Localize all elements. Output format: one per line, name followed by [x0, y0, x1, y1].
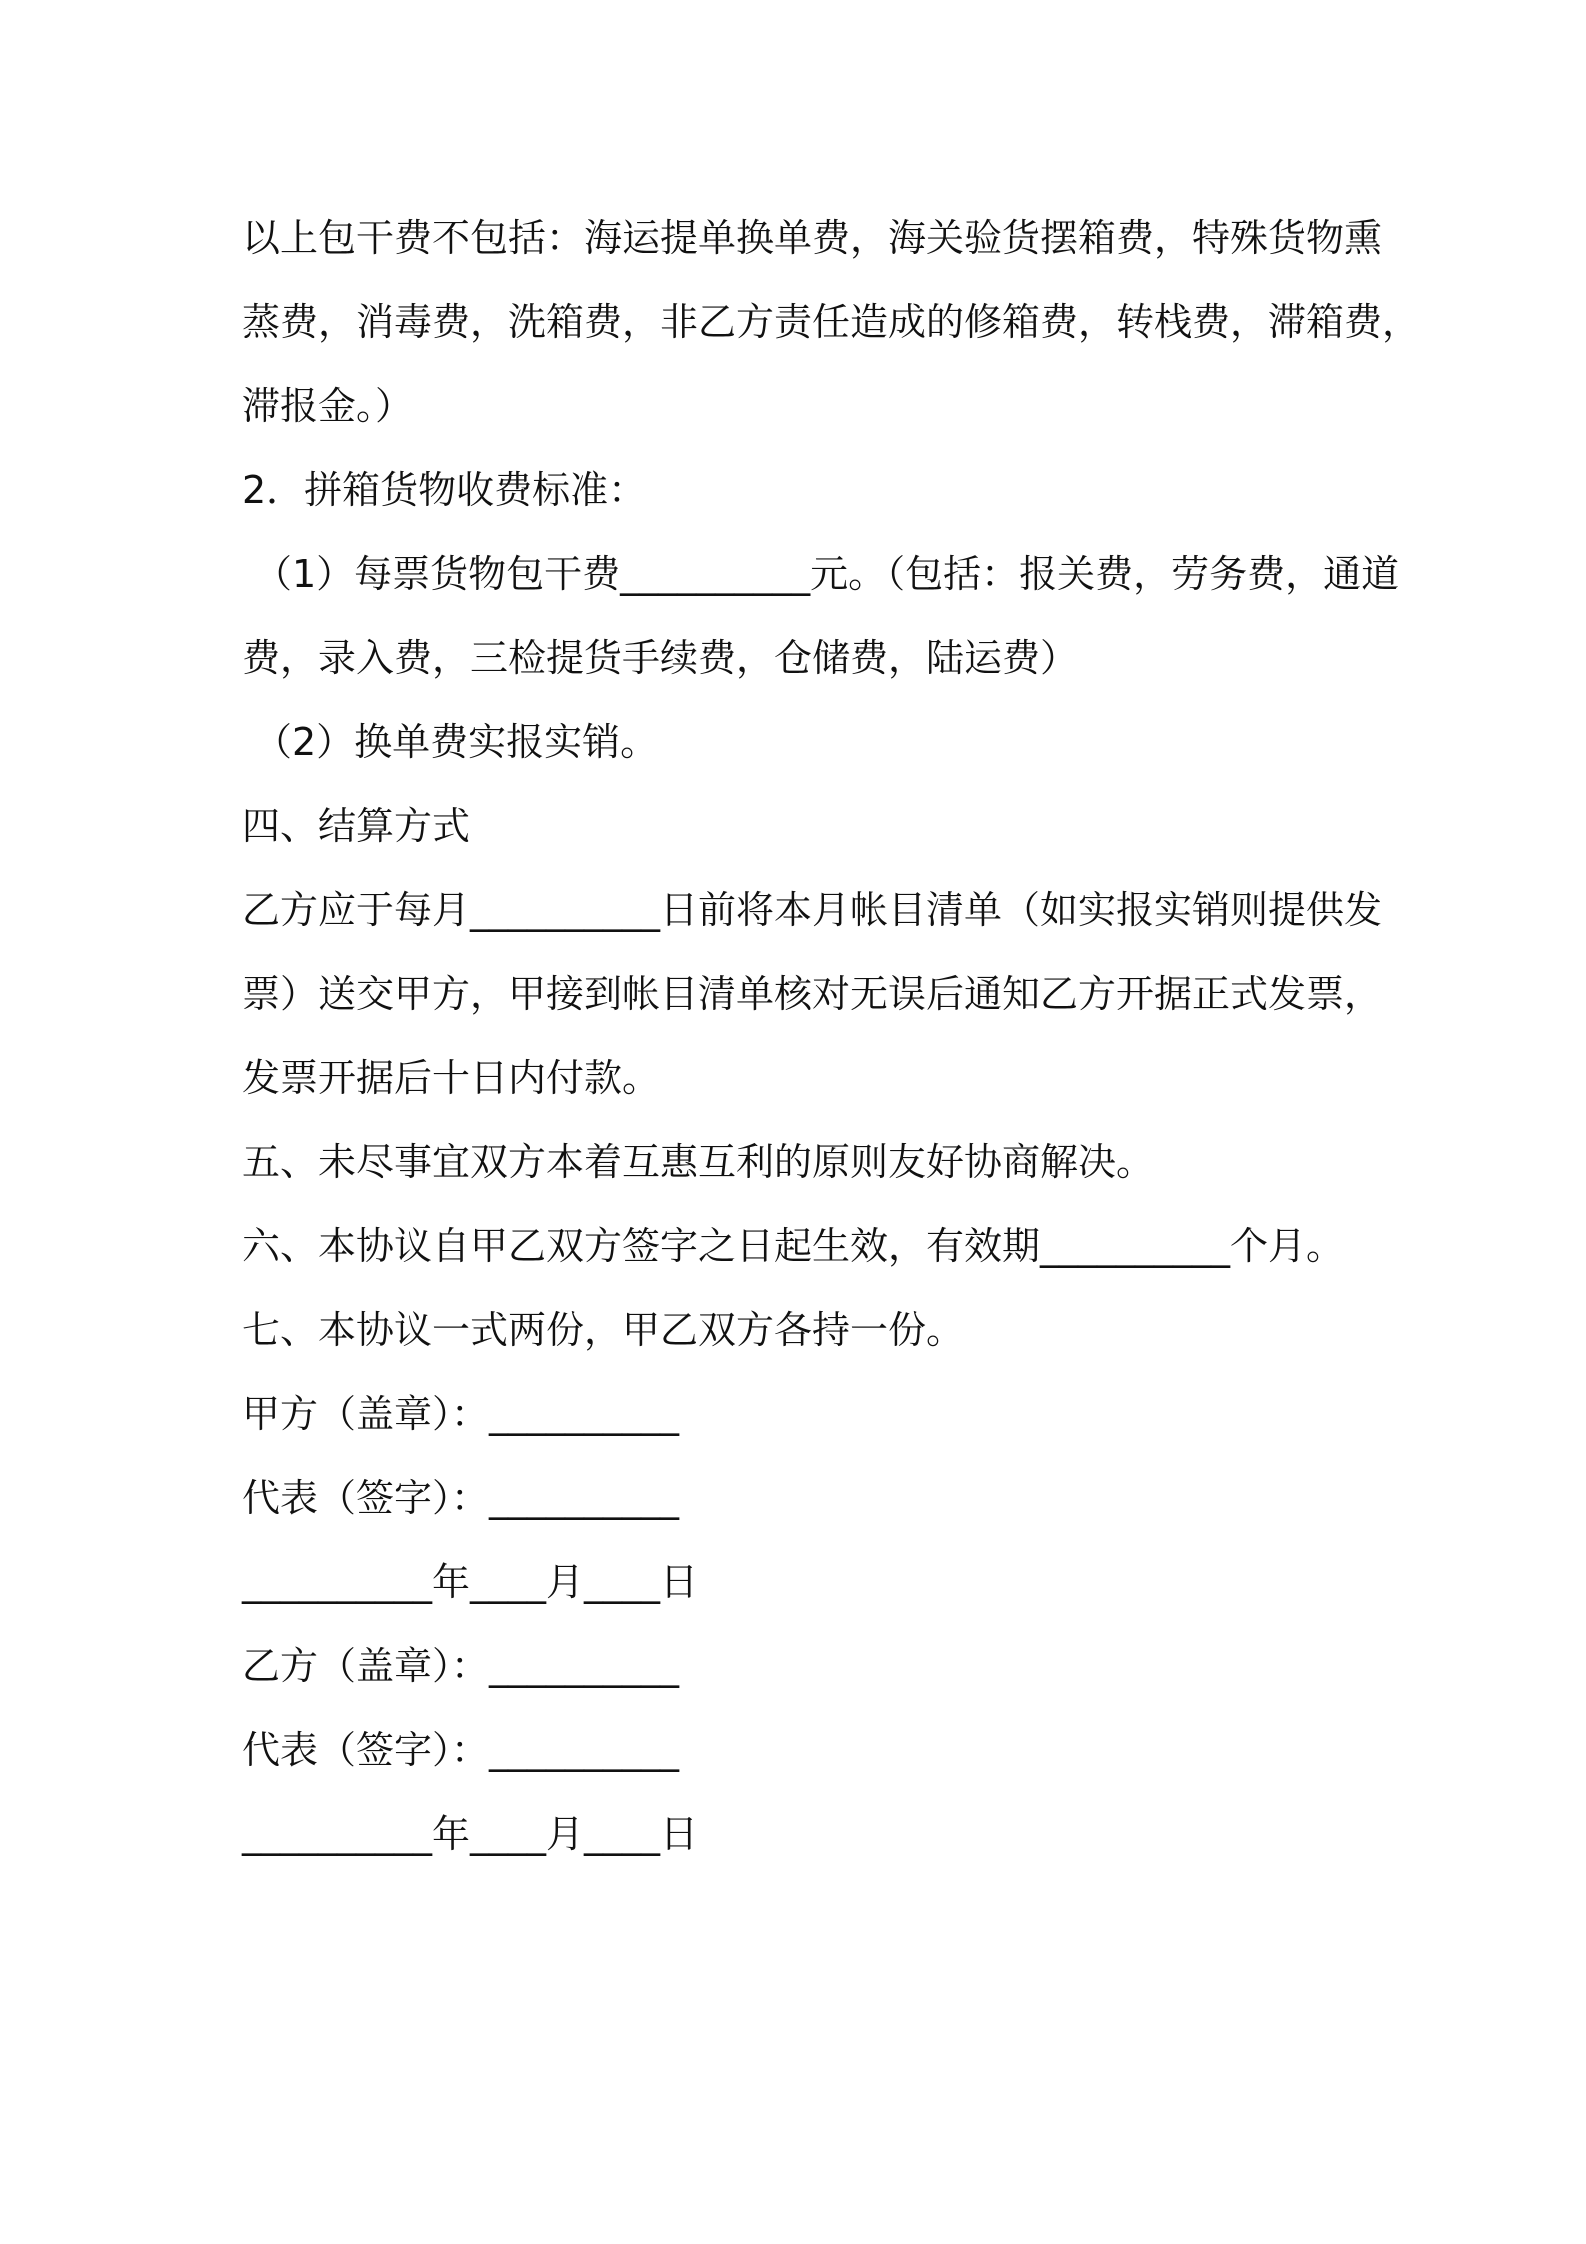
clause-seven: 七、本协议一式两份，甲乙双方各持一份。 — [242, 1308, 965, 1352]
party-b-representative-line: 代表（签字）：__________ — [242, 1728, 680, 1772]
document-body — [242, 196, 1421, 1876]
heading-lcl-fee-standard: 2．拼箱货物收费标准： — [242, 468, 647, 512]
text-line-exchange-fee: （2）换单费实报实销。 — [254, 720, 659, 764]
party-b-date-line: __________年____月____日 — [242, 1812, 699, 1856]
text-line-package-fee-1: （1）每票货物包干费__________元。（包括：报关费，劳务费，通道 — [254, 552, 1400, 596]
text-line-settlement-3: 发票开据后十日内付款。 — [242, 1056, 661, 1100]
text-line-settlement-1: 乙方应于每月__________日前将本月帐目清单（如实报实销则提供发 — [242, 888, 1383, 932]
heading-settlement-method: 四、结算方式 — [242, 804, 471, 848]
party-b-seal-line: 乙方（盖章）：__________ — [242, 1644, 680, 1688]
text-line-exclusions-3: 滞报金。） — [242, 384, 414, 428]
text-line-package-fee-2: 费，录入费，三检提货手续费，仓储费，陆运费） — [242, 636, 1079, 680]
party-a-representative-line: 代表（签字）：__________ — [242, 1476, 680, 1520]
party-a-date-line: __________年____月____日 — [242, 1560, 699, 1604]
clause-five: 五、未尽事宜双方本着互惠互利的原则友好协商解决。 — [242, 1140, 1155, 1184]
text-line-exclusions-1: 以上包干费不包括：海运提单换单费，海关验货摆箱费，特殊货物熏 — [242, 216, 1383, 260]
party-a-seal-line: 甲方（盖章）：__________ — [242, 1392, 680, 1436]
text-line-exclusions-2: 蒸费，消毒费，洗箱费，非乙方责任造成的修箱费，转栈费，滞箱费， — [242, 300, 1421, 344]
text-line-settlement-2: 票）送交甲方，甲接到帐目清单核对无误后通知乙方开据正式发票， — [242, 972, 1383, 1016]
clause-six: 六、本协议自甲乙双方签字之日起生效，有效期__________个月。 — [242, 1224, 1345, 1268]
